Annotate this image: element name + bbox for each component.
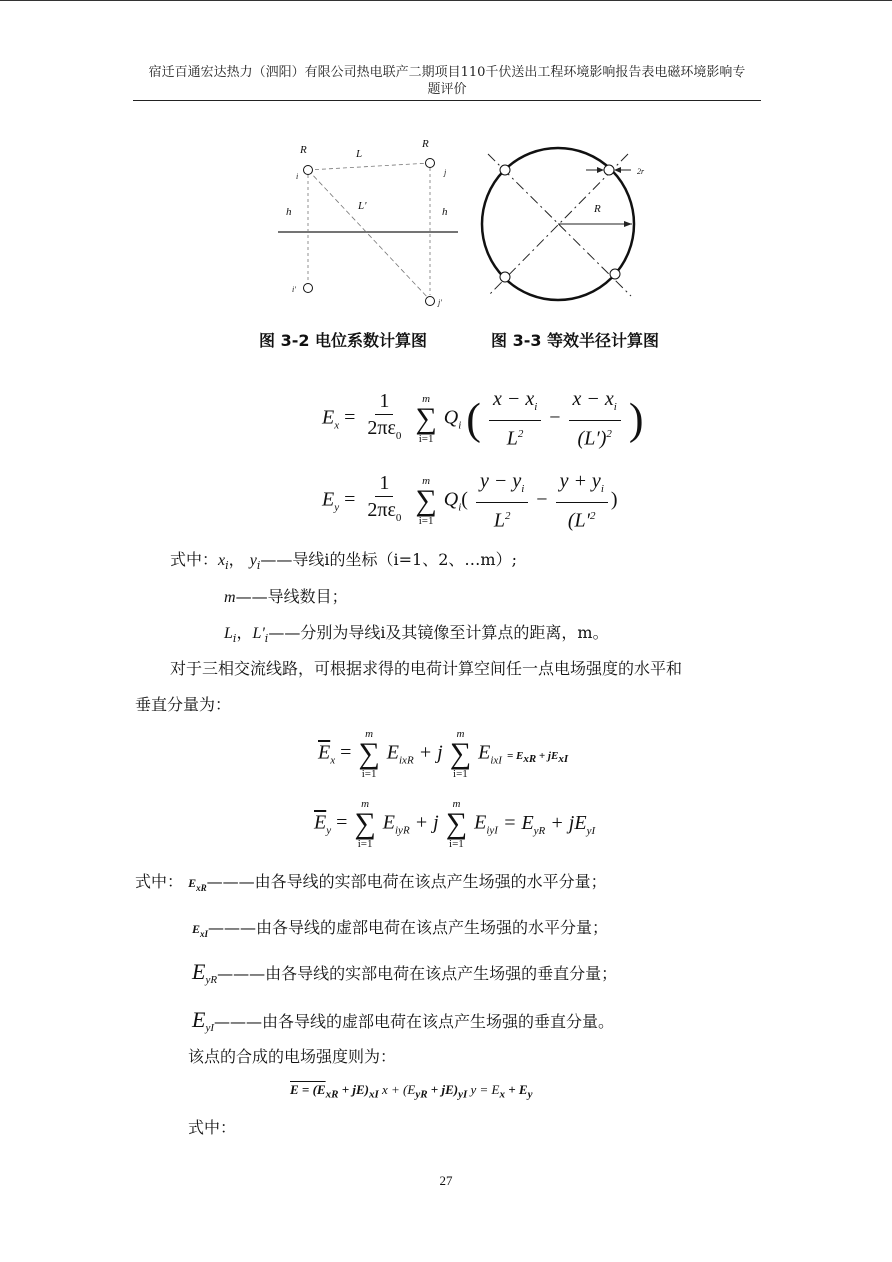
synthesis-line: 该点的合成的电场强度则为： <box>188 1047 397 1066</box>
header-line-2: 题评价 <box>427 82 467 97</box>
equation-ey: $E_y$ = $\frac{1}{2\pi\varepsilon_0}$ m ∑ i=1 $Q_i$( $\frac{y - y_i}{L^2}$ − $\frac{y + y_i}{(L'^2}$ ) <box>322 470 618 532</box>
explain-eyi: $E_{yI}———$由各导线的虚部电荷在该点产生场强的垂直分量。 <box>192 1007 615 1035</box>
label-radius: R <box>594 203 601 215</box>
explain-coordinates: 式中：$x_i$， $y_i——$导线i的坐标（i=1、2、…m）; <box>170 550 517 573</box>
label-hj: h <box>442 206 448 218</box>
header-line-1: 宿迁百通宏达热力（泗阳）有限公司热电联产二期项目110千伏送出工程环境影响报告表电磁环境影响专 <box>148 65 746 80</box>
label-lij: L <box>356 148 363 160</box>
label-rj: R <box>422 138 429 150</box>
paragraph-line-1: 对于三相交流线路，可根据求得的电荷计算空间任一点电场强度的水平和 <box>170 659 683 678</box>
explain-eyr: $E_{yR}———$由各导线的实部电荷在该点产生场强的垂直分量； <box>192 959 618 987</box>
explain-exi: $E_{xI}———$由各导线的虚部电荷在该点产生场强的水平分量； <box>192 918 609 940</box>
header-rule <box>133 100 761 101</box>
equation-ex: $E_x$ = $\frac{1}{2\pi\varepsilon_0}$ m ∑ i=1 $Q_i$ ( $\frac{x - x_i}{L^2}$ − $\frac{x - x_i}{(L')^2}$ ) <box>322 388 644 450</box>
figure-3-3-caption: 图 3-3 等效半径计算图 <box>491 331 660 350</box>
figure-potential-coefficient <box>270 135 465 315</box>
page-header <box>133 64 761 98</box>
explain-m: m——导线数目； <box>224 587 348 606</box>
equation-ey-bar: $\overline{E}_y$ = m ∑ i=1 $E_{iyR} + j$ m ∑ i=1 $E_{iyI} = E_{yR} + jE_{yI}$ <box>314 798 596 850</box>
label-j: j <box>444 168 447 177</box>
label-i-prime: i' <box>292 285 296 294</box>
explain-distance: $L_i$，$L'_i——$分别为导线i及其镜像至计算点的距离，m。 <box>224 623 609 646</box>
page-number: 27 <box>439 1173 453 1188</box>
paragraph-line-2: 垂直分量为： <box>135 695 232 714</box>
top-border <box>0 0 892 1</box>
figure-equivalent-radius <box>476 140 666 310</box>
equation-ex-bar: $\overline{E}_x$ = m ∑ i=1 $E_{ixR} + j$ m ∑ i=1 $E_{ixI} = E_{xR} + jE_{xI}$ <box>318 728 569 780</box>
label-2r: 2r <box>637 167 645 176</box>
label-i: i <box>296 172 299 181</box>
equation-resultant: $E = (E_{xR} + jE)_{xI}$ $x + (E_{yR} + jE)_{yI}$ $y = E_x + E_y$ <box>290 1082 533 1101</box>
label-hi: h <box>286 206 292 218</box>
label-lij-prime: L' <box>358 200 367 212</box>
label-ri: R <box>300 144 307 156</box>
figure-3-2-caption: 图 3-2 电位系数计算图 <box>259 331 428 350</box>
label-j-prime: j' <box>438 298 442 307</box>
trailing-label: 式中： <box>188 1118 237 1137</box>
explain-exr: 式中： $E_{xR}———$由各导线的实部电荷在该点产生场强的水平分量； <box>135 872 607 894</box>
